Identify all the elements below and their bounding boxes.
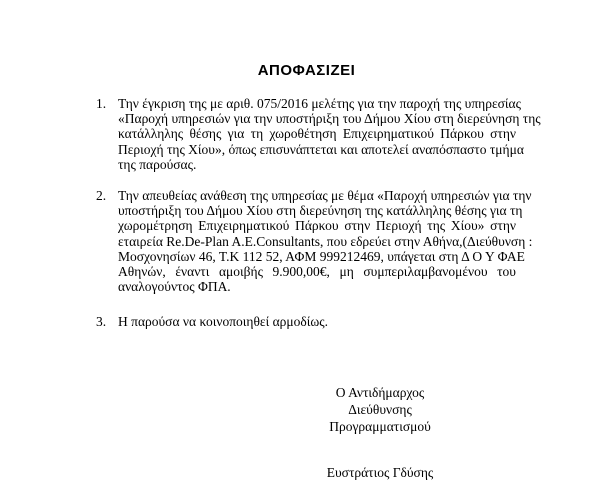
text-line: Περιοχή της Χίου», όπως επισυνάπτεται και αποτελεί αναπόσπαστο τμήμα [118,141,524,157]
item-text [118,96,541,172]
decision-item-1 [96,96,541,172]
item-text [118,188,533,295]
signature-department-2: Προγραμματισμού [329,419,431,434]
text-line: υποστήριξη του Δήμου Χίου στη διερεύνηση της κατάλληλης θέσης για τη [118,203,523,219]
signatory-name: Ευστράτιος Γδύσης [326,465,434,480]
text-line: «Παροχή υπηρεσιών για την υποστήριξη του Δήμου Χίου στη διερεύνηση της [118,111,541,127]
text-line: χωρομέτρηση Επιχειρηματικού Πάρκου στην Περιοχή της Χίου» στην [118,218,516,234]
signature-department: Διεύθυνσης [348,402,412,417]
text-line: Αθηνών, έναντι αμοιβής 9.900,00€, μη συμπεριλαμβανομένου του [118,264,516,280]
item-number: 2. [96,188,107,203]
item-text [118,314,516,329]
signature-title: Ο Αντιδήμαρχος [335,385,425,400]
text-line: κατάλληλης θέσης για τη χωροθέτηση Επιχειρηματικού Πάρκου στην [118,126,516,142]
text-line: εταιρεία Re.De-Plan A.E.Consultants, που εδρεύει στην Αθήνα,(Διεύθυνση : [118,233,533,249]
decision-heading: ΑΠΟΦΑΣΙΖΕΙ [257,62,356,79]
item-number: 1. [96,96,107,111]
text-line: Μοσχονησίων 46, Τ.Κ 112 52, ΑΦΜ 999212469, υπάγεται στη Δ Ο Υ ΦΑΕ [118,248,525,264]
decision-item-3 [96,314,516,329]
item-number: 3. [96,314,107,329]
decision-item-2 [96,188,533,295]
signature-block [280,384,480,435]
text-line: Την απευθείας ανάθεση της υπηρεσίας με θέμα «Παροχή υπηρεσιών για την [118,188,532,203]
text-line: αναλογούντος ΦΠΑ. [118,279,231,295]
text-line: Την έγκριση της με αριθ. 075/2016 μελέτης για την παροχή της υπηρεσίας [118,96,521,111]
text-line: Η παρούσα να κοινοποιηθεί αρμοδίως. [118,314,329,329]
text-line: της παρούσας. [118,156,197,172]
